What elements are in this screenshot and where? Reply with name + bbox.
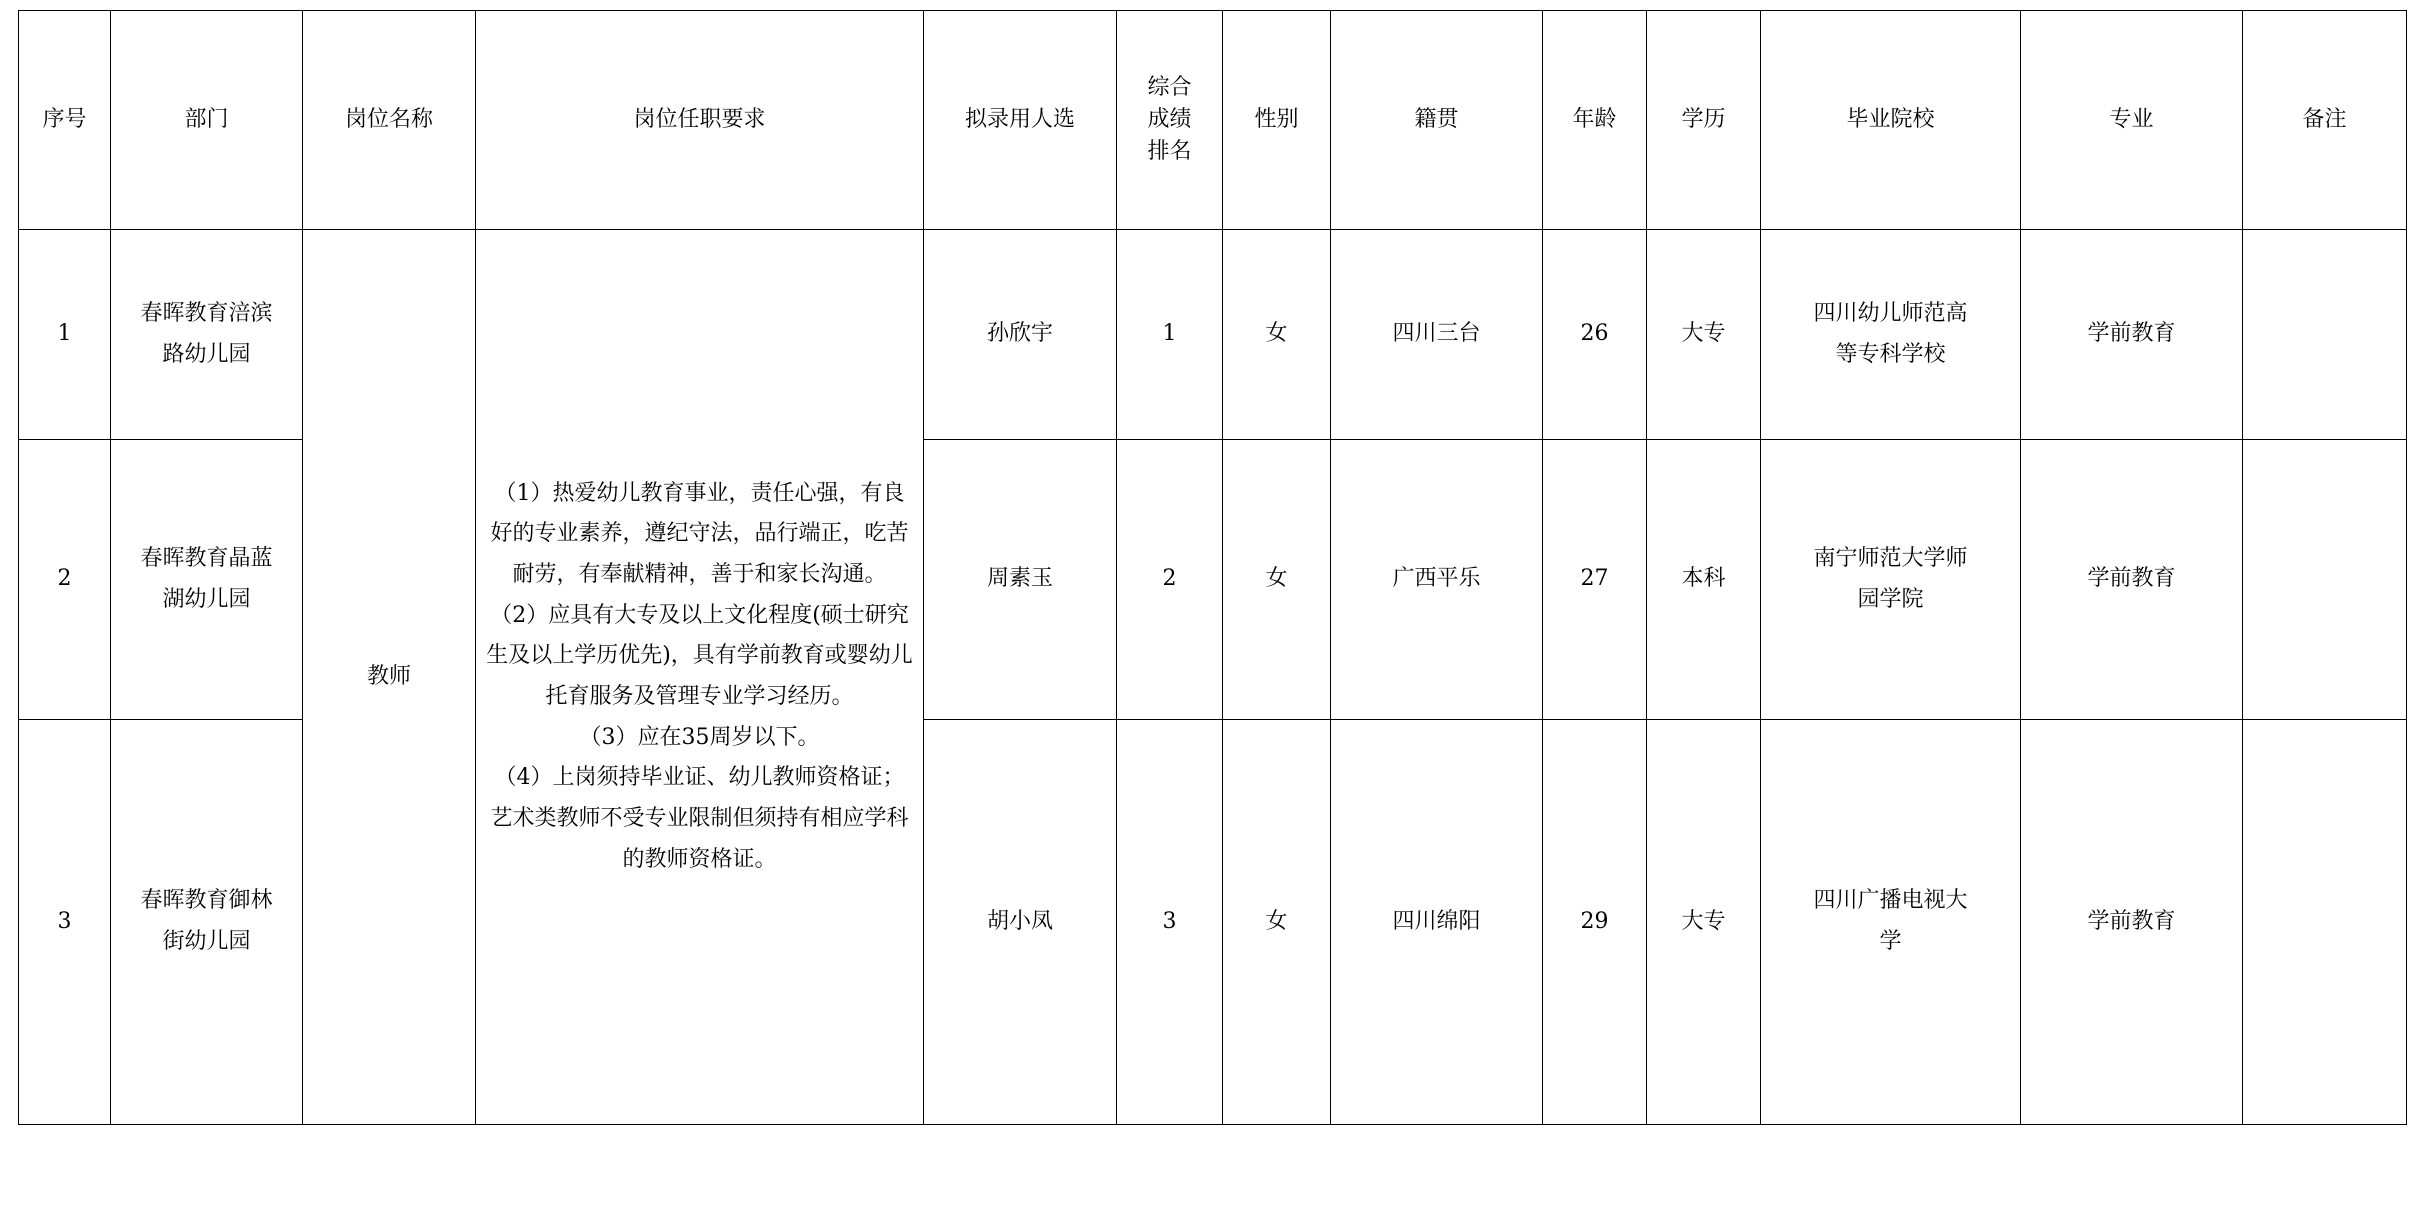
header-education: 学历 (1647, 11, 1761, 230)
cell-remark (2243, 720, 2407, 1125)
cell-school-line1: 四川广播电视大 (1813, 888, 1968, 914)
cell-department (111, 230, 303, 440)
cell-candidate: 孙欣宇 (924, 230, 1117, 440)
header-remark: 备注 (2243, 11, 2407, 230)
table-body (19, 230, 2407, 1125)
header-school: 毕业院校 (1761, 11, 2021, 230)
header-rank-line3: 排名 (1147, 138, 1192, 164)
cell-school-line1: 四川幼儿师范高 (1813, 300, 1968, 326)
requirement-item-2: （2）应具有大专及以上文化程度(硕士研究生及以上学历优先)，具有学前教育或婴幼儿托育服务及管理专业学习经历。 (486, 602, 913, 709)
header-row (19, 11, 2407, 230)
cell-sex: 女 (1223, 720, 1331, 1125)
cell-department-line1: 春晖教育晶蓝 (140, 545, 273, 571)
header-sex: 性别 (1223, 11, 1331, 230)
table-header (19, 11, 2407, 230)
requirement-item-3: （3）应在35周岁以下。 (579, 724, 820, 750)
cell-origin: 四川绵阳 (1331, 720, 1543, 1125)
cell-candidate: 周素玉 (924, 440, 1117, 720)
cell-school-line2: 学 (1879, 929, 1902, 954)
cell-department-line2: 街幼儿园 (162, 929, 251, 954)
cell-school-line1: 南宁师范大学师 (1813, 545, 1968, 571)
cell-major: 学前教育 (2021, 440, 2243, 720)
header-age: 年龄 (1543, 11, 1647, 230)
cell-school-line2: 等专科学校 (1835, 341, 1946, 367)
cell-seq: 3 (19, 720, 111, 1125)
cell-department-line2: 路幼儿园 (162, 341, 251, 367)
cell-requirements (476, 230, 924, 1125)
cell-department-line2: 湖幼儿园 (162, 586, 251, 612)
header-candidate: 拟录用人选 (924, 11, 1117, 230)
header-dept: 部门 (111, 11, 303, 230)
cell-department-line1: 春晖教育涪滨 (140, 300, 273, 326)
cell-department (111, 720, 303, 1125)
recruitment-table (18, 10, 2407, 1125)
cell-school (1761, 440, 2021, 720)
cell-seq: 2 (19, 440, 111, 720)
cell-education: 大专 (1647, 720, 1761, 1125)
header-origin: 籍贯 (1331, 11, 1543, 230)
requirement-item-1: （1）热爱幼儿教育事业，责任心强，有良好的专业素养，遵纪守法，品行端正，吃苦耐劳，有奉献精神，善于和家长沟通。 (490, 480, 909, 587)
cell-candidate: 胡小凤 (924, 720, 1117, 1125)
header-rank-line1: 综合 (1147, 75, 1192, 101)
cell-sex: 女 (1223, 440, 1331, 720)
header-major: 专业 (2021, 11, 2243, 230)
cell-education: 本科 (1647, 440, 1761, 720)
cell-job-title: 教师 (303, 230, 476, 1125)
cell-remark (2243, 440, 2407, 720)
cell-age: 27 (1543, 440, 1647, 720)
header-rank-line2: 成绩 (1147, 107, 1192, 133)
cell-origin: 广西平乐 (1331, 440, 1543, 720)
header-requirements: 岗位任职要求 (476, 11, 924, 230)
table-row (19, 230, 2407, 440)
header-rank (1117, 11, 1223, 230)
cell-school (1761, 230, 2021, 440)
cell-seq: 1 (19, 230, 111, 440)
cell-age: 29 (1543, 720, 1647, 1125)
cell-school-line2: 园学院 (1857, 586, 1924, 612)
cell-sex: 女 (1223, 230, 1331, 440)
cell-department-line1: 春晖教育御林 (140, 888, 273, 914)
cell-rank: 3 (1117, 720, 1223, 1125)
cell-major: 学前教育 (2021, 230, 2243, 440)
header-job: 岗位名称 (303, 11, 476, 230)
cell-major: 学前教育 (2021, 720, 2243, 1125)
cell-school (1761, 720, 2021, 1125)
header-seq: 序号 (19, 11, 111, 230)
cell-department (111, 440, 303, 720)
cell-education: 大专 (1647, 230, 1761, 440)
cell-rank: 1 (1117, 230, 1223, 440)
cell-rank: 2 (1117, 440, 1223, 720)
cell-origin: 四川三台 (1331, 230, 1543, 440)
cell-remark (2243, 230, 2407, 440)
cell-age: 26 (1543, 230, 1647, 440)
requirement-item-4: （4）上岗须持毕业证、幼儿教师资格证；艺术类教师不受专业限制但须持有相应学科的教师资格证。 (490, 765, 909, 872)
